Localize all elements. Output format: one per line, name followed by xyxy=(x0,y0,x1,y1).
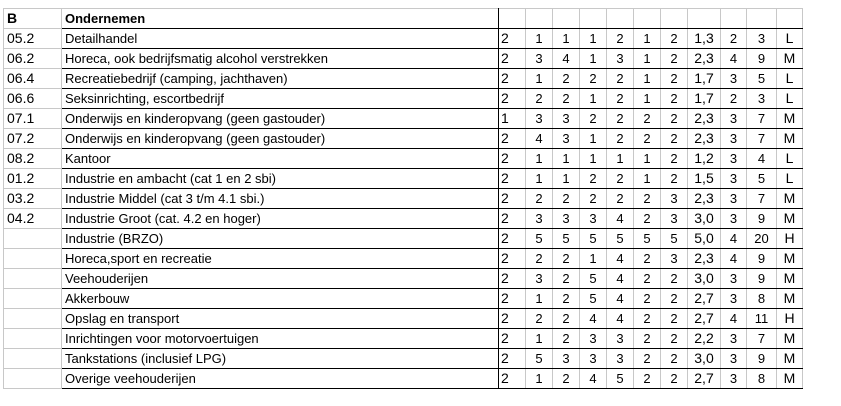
score-cell: 1 xyxy=(634,149,661,169)
score-cell: 3 xyxy=(553,109,580,129)
risk-class-cell: M xyxy=(777,369,803,389)
row-label: Onderwijs en kinderopvang (geen gastouder) xyxy=(62,109,499,129)
score-cell: 2,3 xyxy=(688,249,721,269)
score-cell: 2,3 xyxy=(688,109,721,129)
score-cell: 2 xyxy=(499,369,526,389)
score-cell: 1 xyxy=(526,289,553,309)
score-cell: 2 xyxy=(499,89,526,109)
score-cell: 1 xyxy=(499,109,526,129)
score-cell: 5 xyxy=(747,169,777,189)
score-cell: 3 xyxy=(721,109,747,129)
score-cell: 2 xyxy=(607,89,634,109)
row-code: 06.4 xyxy=(4,69,62,89)
score-cell: 2 xyxy=(499,349,526,369)
table-row xyxy=(4,229,803,249)
score-cell: 4 xyxy=(721,49,747,69)
risk-class-cell: L xyxy=(777,89,803,109)
score-cell: 1 xyxy=(580,149,607,169)
risk-class-cell: L xyxy=(777,169,803,189)
score-cell: 2 xyxy=(661,89,688,109)
score-cell: 4 xyxy=(553,49,580,69)
table-row xyxy=(4,329,803,349)
table-row xyxy=(4,209,803,229)
score-cell: 3 xyxy=(580,349,607,369)
score-cell: 1 xyxy=(634,169,661,189)
score-cell: 1 xyxy=(634,89,661,109)
score-cell: 2 xyxy=(661,329,688,349)
score-cell: 5 xyxy=(526,349,553,369)
score-cell: 2 xyxy=(634,269,661,289)
table-row xyxy=(4,289,803,309)
row-label: Veehouderijen xyxy=(62,269,499,289)
score-cell: 2,3 xyxy=(688,189,721,209)
risk-class-cell: M xyxy=(777,329,803,349)
score-cell: 4 xyxy=(721,249,747,269)
table-row xyxy=(4,49,803,69)
score-cell: 1,7 xyxy=(688,69,721,89)
score-cell: 1 xyxy=(526,69,553,89)
row-code: 03.2 xyxy=(4,189,62,209)
score-cell: 2 xyxy=(634,109,661,129)
row-code xyxy=(4,329,62,349)
score-cell: 3 xyxy=(721,209,747,229)
row-code: 06.6 xyxy=(4,89,62,109)
score-cell: 1 xyxy=(580,249,607,269)
score-cell: 2 xyxy=(526,249,553,269)
row-label: Onderwijs en kinderopvang (geen gastouder) xyxy=(62,129,499,149)
score-cell: 5 xyxy=(607,369,634,389)
risk-class-cell: M xyxy=(777,249,803,269)
risk-class-cell: L xyxy=(777,69,803,89)
score-cell: 20 xyxy=(747,229,777,249)
risk-class-cell: M xyxy=(777,349,803,369)
score-cell: 7 xyxy=(747,109,777,129)
score-cell: 2 xyxy=(499,269,526,289)
row-label: Inrichtingen voor motorvoertuigen xyxy=(62,329,499,349)
score-cell: 2 xyxy=(634,189,661,209)
risk-class-cell: L xyxy=(777,149,803,169)
row-code xyxy=(4,369,62,389)
row-code: 07.2 xyxy=(4,129,62,149)
table-row xyxy=(4,169,803,189)
risk-class-cell: H xyxy=(777,229,803,249)
row-label: Kantoor xyxy=(62,149,499,169)
score-cell: 2 xyxy=(499,129,526,149)
risk-class-cell: M xyxy=(777,49,803,69)
section-letter: B xyxy=(4,9,62,29)
score-cell: 4 xyxy=(607,309,634,329)
score-cell: 2 xyxy=(607,109,634,129)
row-label: Recreatiebedrijf (camping, jachthaven) xyxy=(62,69,499,89)
score-cell: 3,0 xyxy=(688,209,721,229)
score-cell: 3 xyxy=(721,69,747,89)
table-row xyxy=(4,109,803,129)
score-cell: 7 xyxy=(747,329,777,349)
score-cell: 3 xyxy=(721,289,747,309)
row-code xyxy=(4,309,62,329)
score-cell: 2 xyxy=(580,169,607,189)
score-cell: 3 xyxy=(580,209,607,229)
score-cell: 2,7 xyxy=(688,309,721,329)
score-cell: 9 xyxy=(747,349,777,369)
table-row xyxy=(4,129,803,149)
score-cell: 2 xyxy=(661,369,688,389)
score-cell: 2 xyxy=(499,309,526,329)
score-cell: 2 xyxy=(553,249,580,269)
score-cell: 1 xyxy=(634,69,661,89)
score-cell: 2 xyxy=(607,169,634,189)
score-cell: 2 xyxy=(580,109,607,129)
row-code: 06.2 xyxy=(4,49,62,69)
score-cell: 1 xyxy=(553,149,580,169)
score-cell: 2 xyxy=(553,269,580,289)
score-cell: 2,2 xyxy=(688,329,721,349)
header-row xyxy=(4,9,803,29)
score-cell: 1 xyxy=(553,29,580,49)
score-cell: 2 xyxy=(634,249,661,269)
score-cell: 2 xyxy=(553,189,580,209)
score-cell: 3 xyxy=(607,329,634,349)
score-cell: 2 xyxy=(580,69,607,89)
score-cell: 1 xyxy=(526,369,553,389)
score-cell: 1 xyxy=(526,29,553,49)
row-label: Horeca,sport en recreatie xyxy=(62,249,499,269)
score-cell: 2 xyxy=(721,29,747,49)
table-row xyxy=(4,349,803,369)
score-cell: 2 xyxy=(499,69,526,89)
row-label: Seksinrichting, escortbedrijf xyxy=(62,89,499,109)
score-cell: 3 xyxy=(526,109,553,129)
score-cell: 2 xyxy=(499,209,526,229)
score-cell: 3 xyxy=(721,349,747,369)
score-cell: 1 xyxy=(526,169,553,189)
score-cell: 3 xyxy=(721,329,747,349)
score-cell: 2 xyxy=(526,89,553,109)
score-cell: 5 xyxy=(661,229,688,249)
score-cell: 5 xyxy=(553,229,580,249)
score-cell: 2 xyxy=(634,209,661,229)
score-cell: 2 xyxy=(553,329,580,349)
score-cell: 2 xyxy=(661,69,688,89)
table-row xyxy=(4,29,803,49)
score-cell: 3 xyxy=(526,49,553,69)
score-cell: 8 xyxy=(747,369,777,389)
score-cell: 1,3 xyxy=(688,29,721,49)
score-cell: 1 xyxy=(553,169,580,189)
score-cell: 8 xyxy=(747,289,777,309)
score-cell: 2 xyxy=(499,249,526,269)
table-row xyxy=(4,189,803,209)
score-cell: 2 xyxy=(661,349,688,369)
score-cell: 2 xyxy=(553,309,580,329)
row-code xyxy=(4,269,62,289)
score-cell: 1 xyxy=(580,129,607,149)
row-code xyxy=(4,289,62,309)
score-cell: 2 xyxy=(607,129,634,149)
score-cell: 1,5 xyxy=(688,169,721,189)
score-cell: 5 xyxy=(747,69,777,89)
score-cell: 2 xyxy=(499,149,526,169)
risk-class-cell: H xyxy=(777,309,803,329)
score-cell: 4 xyxy=(580,369,607,389)
table-row xyxy=(4,249,803,269)
score-cell: 4 xyxy=(747,149,777,169)
score-cell: 4 xyxy=(607,289,634,309)
score-cell: 1 xyxy=(526,149,553,169)
row-code: 05.2 xyxy=(4,29,62,49)
score-cell: 2 xyxy=(553,89,580,109)
risk-class-cell: M xyxy=(777,129,803,149)
score-cell: 3,0 xyxy=(688,269,721,289)
risk-class-cell: M xyxy=(777,189,803,209)
score-cell: 2 xyxy=(661,149,688,169)
score-cell: 2 xyxy=(721,89,747,109)
row-code: 04.2 xyxy=(4,209,62,229)
score-cell: 5 xyxy=(634,229,661,249)
score-cell: 2 xyxy=(499,169,526,189)
score-cell: 2 xyxy=(661,269,688,289)
score-cell: 3 xyxy=(553,129,580,149)
score-cell: 4 xyxy=(607,249,634,269)
score-cell: 3 xyxy=(661,249,688,269)
score-cell: 4 xyxy=(580,309,607,329)
score-cell: 2 xyxy=(607,69,634,89)
score-cell: 2,7 xyxy=(688,289,721,309)
risk-class-cell: M xyxy=(777,289,803,309)
score-cell: 4 xyxy=(607,209,634,229)
score-cell: 2,3 xyxy=(688,129,721,149)
score-cell: 7 xyxy=(747,129,777,149)
row-label: Detailhandel xyxy=(62,29,499,49)
score-cell: 3 xyxy=(721,129,747,149)
score-cell: 1,2 xyxy=(688,149,721,169)
row-label: Industrie Middel (cat 3 t/m 4.1 sbi.) xyxy=(62,189,499,209)
row-code: 08.2 xyxy=(4,149,62,169)
score-cell: 3 xyxy=(721,149,747,169)
row-code: 07.1 xyxy=(4,109,62,129)
score-cell: 3 xyxy=(747,89,777,109)
table-row xyxy=(4,149,803,169)
score-cell: 2 xyxy=(526,189,553,209)
score-cell: 2 xyxy=(607,189,634,209)
score-cell: 7 xyxy=(747,189,777,209)
risk-class-cell: M xyxy=(777,109,803,129)
score-cell: 1 xyxy=(634,49,661,69)
score-cell: 5 xyxy=(607,229,634,249)
score-cell: 3 xyxy=(721,369,747,389)
row-label: Tankstations (inclusief LPG) xyxy=(62,349,499,369)
score-cell: 2 xyxy=(634,129,661,149)
row-code xyxy=(4,349,62,369)
score-cell: 1 xyxy=(580,29,607,49)
score-cell: 2 xyxy=(526,309,553,329)
score-cell: 3 xyxy=(553,209,580,229)
score-cell: 2,3 xyxy=(688,49,721,69)
table-row xyxy=(4,69,803,89)
score-cell: 1 xyxy=(526,329,553,349)
score-cell: 2 xyxy=(661,169,688,189)
score-cell: 2 xyxy=(661,49,688,69)
score-cell: 2 xyxy=(634,309,661,329)
row-label: Industrie Groot (cat. 4.2 en hoger) xyxy=(62,209,499,229)
score-cell: 3 xyxy=(526,209,553,229)
score-cell: 4 xyxy=(721,229,747,249)
score-cell: 4 xyxy=(721,309,747,329)
score-cell: 2 xyxy=(661,309,688,329)
row-code: 01.2 xyxy=(4,169,62,189)
risk-class-cell: L xyxy=(777,29,803,49)
score-cell: 2 xyxy=(580,189,607,209)
score-cell: 3 xyxy=(721,269,747,289)
table-row xyxy=(4,89,803,109)
table-row xyxy=(4,369,803,389)
score-cell: 5 xyxy=(580,229,607,249)
score-cell: 3 xyxy=(661,189,688,209)
score-cell: 3 xyxy=(607,349,634,369)
score-cell: 2 xyxy=(553,289,580,309)
score-cell: 3 xyxy=(747,29,777,49)
score-cell: 5 xyxy=(580,289,607,309)
score-cell: 3 xyxy=(721,169,747,189)
score-cell: 2 xyxy=(553,369,580,389)
score-cell: 1,7 xyxy=(688,89,721,109)
row-label: Industrie (BRZO) xyxy=(62,229,499,249)
score-cell: 2 xyxy=(553,69,580,89)
score-cell: 2 xyxy=(634,329,661,349)
score-cell: 2 xyxy=(661,129,688,149)
row-code xyxy=(4,249,62,269)
row-label: Industrie en ambacht (cat 1 en 2 sbi) xyxy=(62,169,499,189)
score-cell: 1 xyxy=(634,29,661,49)
score-cell: 5 xyxy=(580,269,607,289)
table-row xyxy=(4,309,803,329)
score-cell: 2,7 xyxy=(688,369,721,389)
row-label: Opslag en transport xyxy=(62,309,499,329)
score-cell: 2 xyxy=(634,289,661,309)
score-cell: 3 xyxy=(526,269,553,289)
score-cell: 3 xyxy=(661,209,688,229)
score-cell: 2 xyxy=(499,49,526,69)
score-cell: 2 xyxy=(499,189,526,209)
score-cell: 3 xyxy=(553,349,580,369)
score-cell: 3 xyxy=(580,329,607,349)
score-cell: 3 xyxy=(721,189,747,209)
score-cell: 2 xyxy=(499,289,526,309)
score-cell: 9 xyxy=(747,49,777,69)
score-cell: 2 xyxy=(661,109,688,129)
row-label: Horeca, ook bedrijfsmatig alcohol verstrekken xyxy=(62,49,499,69)
score-cell: 9 xyxy=(747,269,777,289)
score-cell: 4 xyxy=(607,269,634,289)
score-cell: 2 xyxy=(499,229,526,249)
row-code xyxy=(4,229,62,249)
row-label: Akkerbouw xyxy=(62,289,499,309)
row-label: Overige veehouderijen xyxy=(62,369,499,389)
score-cell: 2 xyxy=(499,329,526,349)
score-cell: 5 xyxy=(526,229,553,249)
score-cell: 1 xyxy=(607,149,634,169)
score-cell: 2 xyxy=(661,29,688,49)
score-cell: 9 xyxy=(747,249,777,269)
score-cell: 11 xyxy=(747,309,777,329)
section-title: Ondernemen xyxy=(62,9,499,29)
score-cell: 9 xyxy=(747,209,777,229)
score-cell: 1 xyxy=(580,89,607,109)
score-cell: 5,0 xyxy=(688,229,721,249)
score-cell: 3 xyxy=(607,49,634,69)
risk-class-cell: M xyxy=(777,209,803,229)
score-cell: 2 xyxy=(499,29,526,49)
score-cell: 2 xyxy=(634,369,661,389)
score-cell: 3,0 xyxy=(688,349,721,369)
risk-table xyxy=(3,8,803,389)
score-cell: 2 xyxy=(607,29,634,49)
score-cell: 2 xyxy=(634,349,661,369)
score-cell: 1 xyxy=(580,49,607,69)
risk-class-cell: M xyxy=(777,269,803,289)
table-row xyxy=(4,269,803,289)
score-cell: 2 xyxy=(661,289,688,309)
score-cell: 4 xyxy=(526,129,553,149)
